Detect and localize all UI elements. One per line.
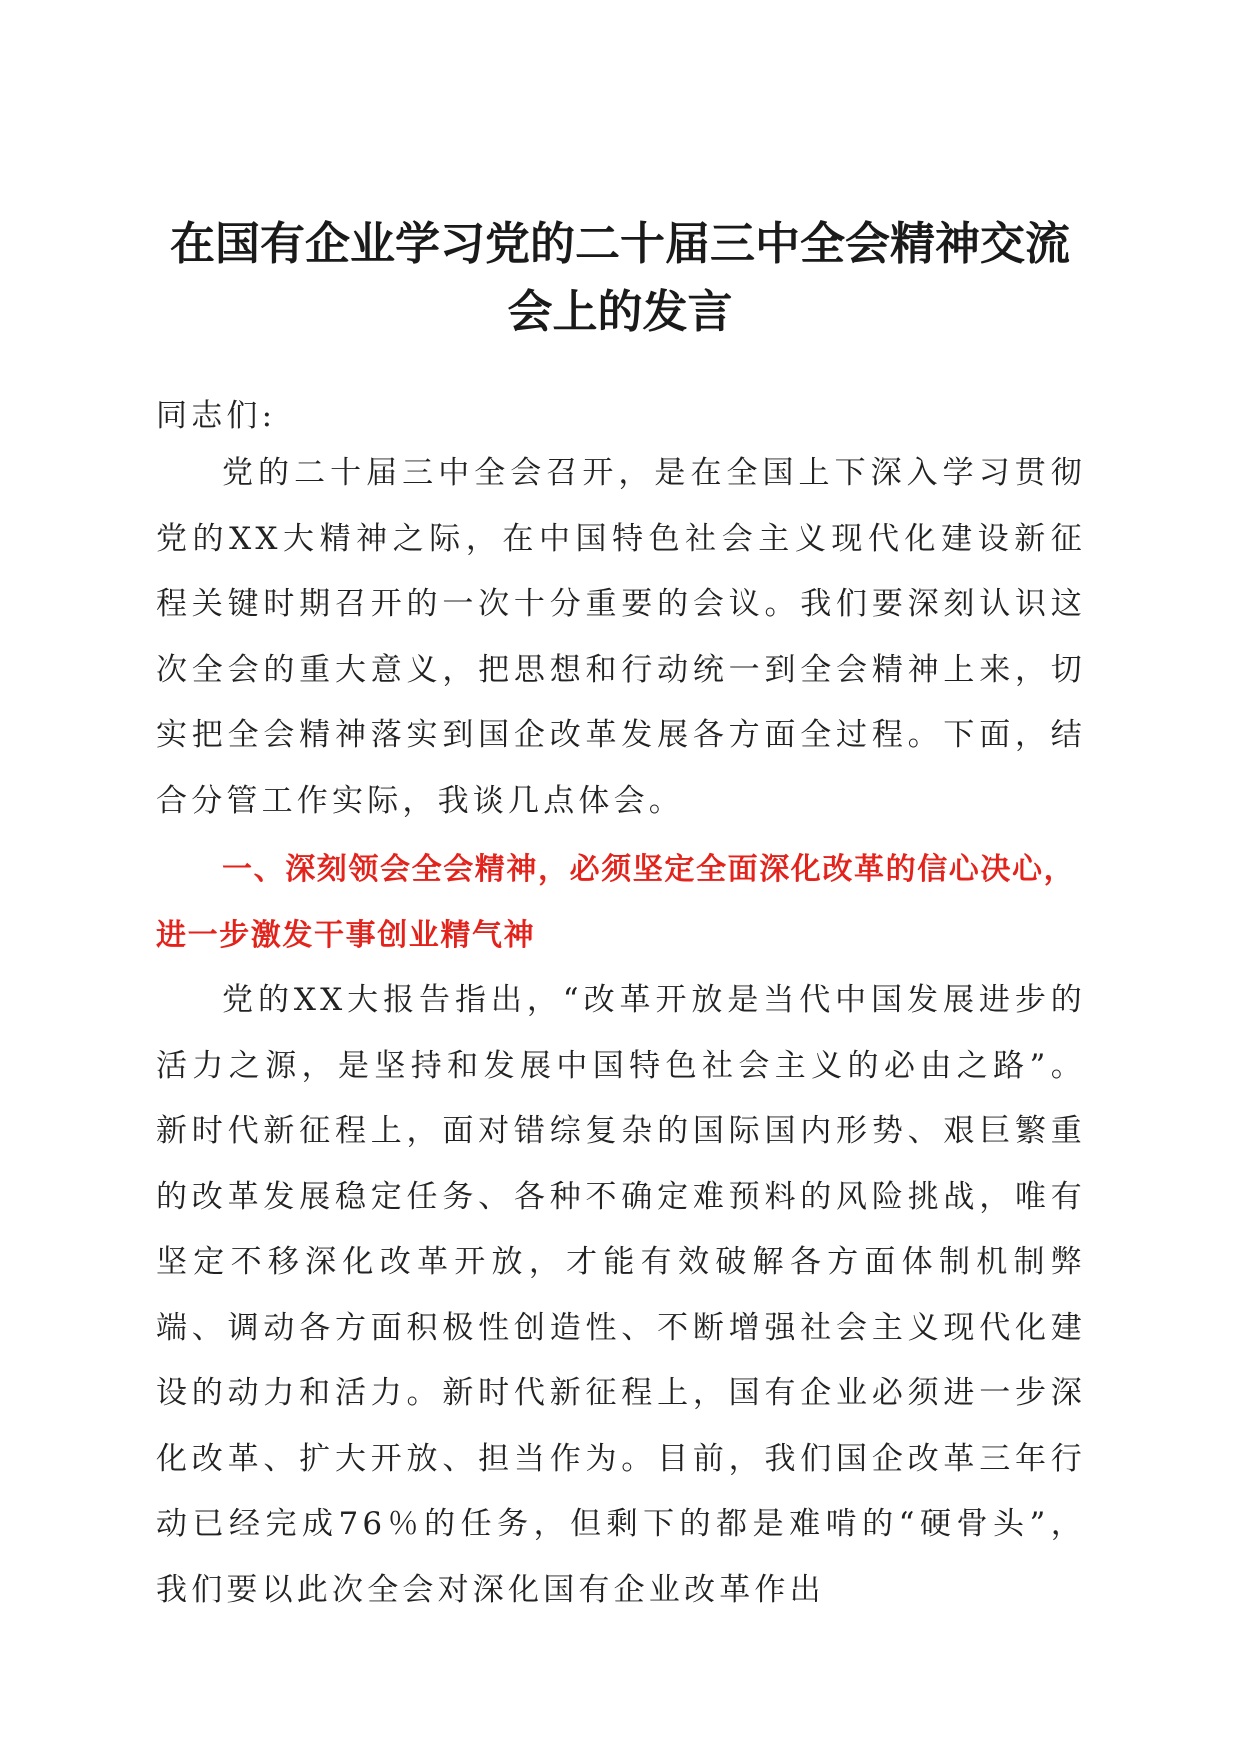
section-heading-1: 一、深刻领会全会精神，必须坚定全面深化改革的信心决心，进一步激发干事创业精气神 — [156, 852, 1076, 953]
document-title: 在国有企业学习党的二十届三中全会精神交流会上的发言 — [169, 217, 1070, 338]
salutation: 同志们: — [156, 398, 277, 434]
paragraph-intro: 党的二十届三中全会召开，是在全国上下深入学习贯彻党的XX大精神之际，在中国特色社会主义现代化建设新征程关键时期召开的一次十分重要的会议。我们要深刻认识这次全会的重大意义，把思想和行动统一到全会精神上来，切实把全会精神落实到国企改革发展各方面全过程。下面，结合分管工作实际，我谈几点体会。 — [156, 455, 1086, 819]
paragraph-section-1: 党的XX大报告指出，“改革开放是当代中国发展进步的活力之源，是坚持和发展中国特色社会主义的必由之路”。新时代新征程上，面对错综复杂的国际国内形势、艰巨繁重的改革发展稳定任务、各种不确定难预料的风险挑战，唯有坚定不移深化改革开放，才能有效破解各方面体制机制弊端、调动各方面积极性创造性、不断增强社会主义现代化建设的动力和活力。新时代新征程上，国有企业必须进一步深化改革、扩大开放、担当作为。目前，我们国企改革三年行动已经完成76％的任务，但剩下的都是难啃的“硬骨头”，我们要以此次全会对深化国有企业改革作出 — [156, 982, 1086, 1608]
